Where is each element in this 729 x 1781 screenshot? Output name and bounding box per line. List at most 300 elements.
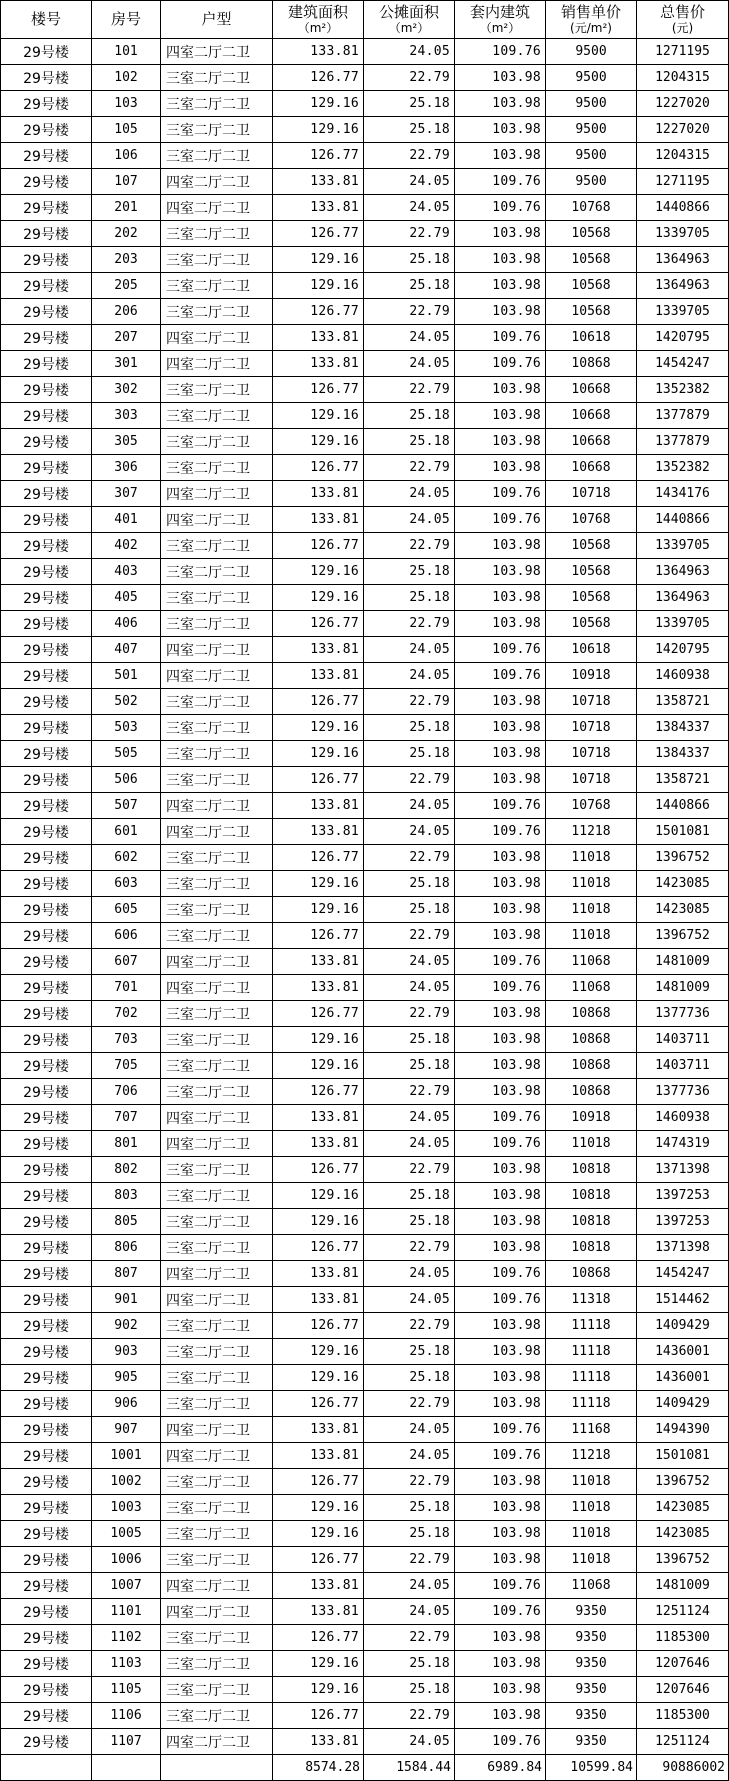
- total-price-cell: 1364963: [637, 559, 729, 585]
- room-number-cell: 101: [92, 39, 161, 65]
- room-number-cell: 606: [92, 923, 161, 949]
- inner-area-cell: 103.98: [455, 455, 546, 481]
- total-price-cell: 1514462: [637, 1287, 729, 1313]
- room-number-cell: 1107: [92, 1729, 161, 1755]
- total-price-cell: 1251124: [637, 1599, 729, 1625]
- building-area-cell: 133.81: [273, 1287, 364, 1313]
- inner-area-cell: 103.98: [455, 1079, 546, 1105]
- unit-price-cell: 10868: [546, 351, 637, 377]
- unit-price-cell: 11018: [546, 1547, 637, 1573]
- building-cell: 29号楼: [1, 1417, 92, 1443]
- building-area-cell: 126.77: [273, 221, 364, 247]
- inner-area-cell: 109.76: [455, 351, 546, 377]
- shared-area-cell: 22.79: [364, 845, 455, 871]
- layout-cell: 四室二厅二卫: [161, 195, 273, 221]
- unit-price-cell: 10818: [546, 1235, 637, 1261]
- shared-area-cell: 25.18: [364, 1677, 455, 1703]
- table-row: [1, 1261, 729, 1287]
- layout-cell: 三室二厅二卫: [161, 871, 273, 897]
- building-cell: 29号楼: [1, 1001, 92, 1027]
- building-area-cell: 129.16: [273, 741, 364, 767]
- inner-area-cell: 103.98: [455, 1053, 546, 1079]
- building-area-cell: 129.16: [273, 91, 364, 117]
- building-area-cell: 126.77: [273, 1235, 364, 1261]
- total-price-cell: 1460938: [637, 663, 729, 689]
- total-price-cell: 1501081: [637, 819, 729, 845]
- layout-cell: 三室二厅二卫: [161, 1339, 273, 1365]
- room-number-cell: 107: [92, 169, 161, 195]
- shared-area-cell: 22.79: [364, 377, 455, 403]
- room-number-cell: 203: [92, 247, 161, 273]
- building-area-cell: 126.77: [273, 377, 364, 403]
- totals-empty-cell: [92, 1755, 161, 1781]
- table-row: [1, 1235, 729, 1261]
- unit-price-cell: 11068: [546, 949, 637, 975]
- building-cell: 29号楼: [1, 325, 92, 351]
- shared-area-cell: 22.79: [364, 1235, 455, 1261]
- table-row: [1, 663, 729, 689]
- layout-cell: 三室二厅二卫: [161, 1365, 273, 1391]
- layout-cell: 三室二厅二卫: [161, 1027, 273, 1053]
- layout-cell: 三室二厅二卫: [161, 1001, 273, 1027]
- inner-area-cell: 109.76: [455, 1599, 546, 1625]
- layout-cell: 四室二厅二卫: [161, 1729, 273, 1755]
- total-price-cell: 1474319: [637, 1131, 729, 1157]
- room-number-cell: 207: [92, 325, 161, 351]
- layout-cell: 三室二厅二卫: [161, 1469, 273, 1495]
- unit-price-cell: 11318: [546, 1287, 637, 1313]
- building-cell: 29号楼: [1, 1235, 92, 1261]
- shared-area-cell: 24.05: [364, 1443, 455, 1469]
- shared-area-cell: 25.18: [364, 91, 455, 117]
- inner-area-cell: 103.98: [455, 429, 546, 455]
- room-number-cell: 1105: [92, 1677, 161, 1703]
- inner-area-cell: 103.98: [455, 767, 546, 793]
- total-price-cell: 1377736: [637, 1079, 729, 1105]
- building-area-cell: 126.77: [273, 143, 364, 169]
- unit-price-cell: 10718: [546, 741, 637, 767]
- shared-area-cell: 25.18: [364, 1495, 455, 1521]
- shared-area-cell: 22.79: [364, 1313, 455, 1339]
- unit-price-cell: 11018: [546, 1469, 637, 1495]
- building-area-cell: 129.16: [273, 1339, 364, 1365]
- building-cell: 29号楼: [1, 39, 92, 65]
- table-row: [1, 975, 729, 1001]
- unit-price-cell: 10818: [546, 1157, 637, 1183]
- layout-cell: 三室二厅二卫: [161, 117, 273, 143]
- total-price-cell: 1339705: [637, 533, 729, 559]
- inner-area-cell: 103.98: [455, 65, 546, 91]
- inner-area-cell: 109.76: [455, 819, 546, 845]
- building-cell: 29号楼: [1, 1131, 92, 1157]
- room-number-cell: 605: [92, 897, 161, 923]
- header-building-area: 建筑面积 （m²）: [273, 1, 364, 39]
- shared-area-cell: 25.18: [364, 1339, 455, 1365]
- total-price-cell: 1481009: [637, 949, 729, 975]
- total-price-cell: 1352382: [637, 455, 729, 481]
- shared-area-cell: 24.05: [364, 819, 455, 845]
- layout-cell: 三室二厅二卫: [161, 1235, 273, 1261]
- inner-area-cell: 103.98: [455, 403, 546, 429]
- unit-price-cell: 10918: [546, 663, 637, 689]
- layout-cell: 四室二厅二卫: [161, 1105, 273, 1131]
- layout-cell: 三室二厅二卫: [161, 715, 273, 741]
- layout-cell: 三室二厅二卫: [161, 741, 273, 767]
- total-price-cell: 1339705: [637, 299, 729, 325]
- building-cell: 29号楼: [1, 533, 92, 559]
- room-number-cell: 1102: [92, 1625, 161, 1651]
- room-number-cell: 501: [92, 663, 161, 689]
- shared-area-cell: 22.79: [364, 1469, 455, 1495]
- total-price-cell: 1440866: [637, 507, 729, 533]
- totals-empty-cell: [161, 1755, 273, 1781]
- building-cell: 29号楼: [1, 429, 92, 455]
- unit-price-cell: 11068: [546, 1573, 637, 1599]
- room-number-cell: 607: [92, 949, 161, 975]
- header-inner-area: 套内建筑 （m²）: [455, 1, 546, 39]
- inner-area-cell: 103.98: [455, 741, 546, 767]
- building-area-cell: 129.16: [273, 1651, 364, 1677]
- layout-cell: 三室二厅二卫: [161, 1053, 273, 1079]
- inner-area-cell: 103.98: [455, 377, 546, 403]
- unit-price-cell: 10568: [546, 559, 637, 585]
- inner-area-cell: 109.76: [455, 1573, 546, 1599]
- table-row: [1, 949, 729, 975]
- building-area-cell: 126.77: [273, 1391, 364, 1417]
- inner-area-cell: 103.98: [455, 559, 546, 585]
- total-price-cell: 1271195: [637, 169, 729, 195]
- inner-area-cell: 103.98: [455, 1001, 546, 1027]
- shared-area-cell: 24.05: [364, 1573, 455, 1599]
- building-cell: 29号楼: [1, 1079, 92, 1105]
- room-number-cell: 307: [92, 481, 161, 507]
- building-cell: 29号楼: [1, 1625, 92, 1651]
- table-row: [1, 299, 729, 325]
- table-row: [1, 1157, 729, 1183]
- inner-area-cell: 103.98: [455, 533, 546, 559]
- building-cell: 29号楼: [1, 1443, 92, 1469]
- layout-cell: 四室二厅二卫: [161, 793, 273, 819]
- building-area-cell: 126.77: [273, 533, 364, 559]
- inner-area-cell: 103.98: [455, 1183, 546, 1209]
- building-area-cell: 129.16: [273, 559, 364, 585]
- room-number-cell: 807: [92, 1261, 161, 1287]
- building-area-cell: 129.16: [273, 1365, 364, 1391]
- room-number-cell: 403: [92, 559, 161, 585]
- shared-area-cell: 22.79: [364, 1703, 455, 1729]
- layout-cell: 三室二厅二卫: [161, 1625, 273, 1651]
- inner-area-cell: 109.76: [455, 1105, 546, 1131]
- inner-area-cell: 109.76: [455, 975, 546, 1001]
- total-price-cell: 1377736: [637, 1001, 729, 1027]
- unit-price-cell: 10718: [546, 481, 637, 507]
- building-area-cell: 126.77: [273, 1625, 364, 1651]
- room-number-cell: 1101: [92, 1599, 161, 1625]
- table-row: [1, 1677, 729, 1703]
- unit-price-cell: 11018: [546, 923, 637, 949]
- table-row: [1, 559, 729, 585]
- room-number-cell: 407: [92, 637, 161, 663]
- inner-area-cell: 103.98: [455, 221, 546, 247]
- room-number-cell: 903: [92, 1339, 161, 1365]
- building-area-cell: 129.16: [273, 403, 364, 429]
- room-number-cell: 507: [92, 793, 161, 819]
- building-cell: 29号楼: [1, 1287, 92, 1313]
- building-cell: 29号楼: [1, 819, 92, 845]
- building-area-cell: 129.16: [273, 1677, 364, 1703]
- table-row: [1, 169, 729, 195]
- table-row: [1, 1599, 729, 1625]
- inner-area-cell: 109.76: [455, 663, 546, 689]
- shared-area-cell: 24.05: [364, 663, 455, 689]
- inner-area-cell: 103.98: [455, 1677, 546, 1703]
- table-row: [1, 117, 729, 143]
- layout-cell: 三室二厅二卫: [161, 1677, 273, 1703]
- unit-price-cell: 10718: [546, 715, 637, 741]
- shared-area-cell: 22.79: [364, 299, 455, 325]
- building-area-cell: 129.16: [273, 273, 364, 299]
- total-price-cell: 1384337: [637, 715, 729, 741]
- table-row: [1, 897, 729, 923]
- total-price-cell: 1423085: [637, 1495, 729, 1521]
- room-number-cell: 906: [92, 1391, 161, 1417]
- shared-area-cell: 22.79: [364, 1079, 455, 1105]
- building-cell: 29号楼: [1, 65, 92, 91]
- building-area-cell: 133.81: [273, 325, 364, 351]
- room-number-cell: 702: [92, 1001, 161, 1027]
- header-shared-area: 公摊面积 （m²）: [364, 1, 455, 39]
- room-number-cell: 103: [92, 91, 161, 117]
- table-row: [1, 1079, 729, 1105]
- shared-area-cell: 22.79: [364, 689, 455, 715]
- total-price-cell: 1364963: [637, 247, 729, 273]
- table-row: [1, 1339, 729, 1365]
- room-number-cell: 1007: [92, 1573, 161, 1599]
- layout-cell: 三室二厅二卫: [161, 1651, 273, 1677]
- total-price-cell: 1396752: [637, 923, 729, 949]
- layout-cell: 三室二厅二卫: [161, 1495, 273, 1521]
- table-row: [1, 1287, 729, 1313]
- room-number-cell: 703: [92, 1027, 161, 1053]
- building-cell: 29号楼: [1, 169, 92, 195]
- building-area-cell: 133.81: [273, 793, 364, 819]
- total-price-cell: 1339705: [637, 221, 729, 247]
- building-cell: 29号楼: [1, 1521, 92, 1547]
- inner-area-cell: 109.76: [455, 169, 546, 195]
- building-cell: 29号楼: [1, 1183, 92, 1209]
- inner-area-cell: 103.98: [455, 1625, 546, 1651]
- shared-area-cell: 22.79: [364, 611, 455, 637]
- inner-area-cell: 103.98: [455, 1157, 546, 1183]
- unit-price-cell: 11218: [546, 1443, 637, 1469]
- unit-price-cell: 11018: [546, 871, 637, 897]
- inner-area-cell: 103.98: [455, 1521, 546, 1547]
- shared-area-cell: 25.18: [364, 117, 455, 143]
- building-cell: 29号楼: [1, 377, 92, 403]
- building-cell: 29号楼: [1, 1651, 92, 1677]
- building-area-cell: 126.77: [273, 1469, 364, 1495]
- table-row: [1, 351, 729, 377]
- unit-price-cell: 10568: [546, 533, 637, 559]
- layout-cell: 三室二厅二卫: [161, 299, 273, 325]
- room-number-cell: 801: [92, 1131, 161, 1157]
- building-area-cell: 126.77: [273, 1157, 364, 1183]
- layout-cell: 三室二厅二卫: [161, 429, 273, 455]
- total-price-cell: 1403711: [637, 1027, 729, 1053]
- building-area-cell: 126.77: [273, 923, 364, 949]
- building-area-cell: 129.16: [273, 897, 364, 923]
- layout-cell: 三室二厅二卫: [161, 1209, 273, 1235]
- total-price-cell: 1371398: [637, 1157, 729, 1183]
- building-area-cell: 126.77: [273, 1313, 364, 1339]
- layout-cell: 三室二厅二卫: [161, 1391, 273, 1417]
- shared-area-cell: 22.79: [364, 1391, 455, 1417]
- layout-cell: 三室二厅二卫: [161, 403, 273, 429]
- inner-area-cell: 103.98: [455, 845, 546, 871]
- table-row: [1, 741, 729, 767]
- building-area-cell: 133.81: [273, 1105, 364, 1131]
- room-number-cell: 1001: [92, 1443, 161, 1469]
- building-cell: 29号楼: [1, 975, 92, 1001]
- shared-area-cell: 25.18: [364, 871, 455, 897]
- unit-price-cell: 10668: [546, 455, 637, 481]
- room-number-cell: 306: [92, 455, 161, 481]
- inner-area-cell: 103.98: [455, 871, 546, 897]
- building-area-cell: 126.77: [273, 689, 364, 715]
- shared-area-cell: 25.18: [364, 585, 455, 611]
- inner-area-cell: 103.98: [455, 689, 546, 715]
- unit-price-cell: 10718: [546, 689, 637, 715]
- total-price-cell: 1377879: [637, 429, 729, 455]
- shared-area-cell: 25.18: [364, 403, 455, 429]
- layout-cell: 三室二厅二卫: [161, 689, 273, 715]
- room-number-cell: 603: [92, 871, 161, 897]
- unit-price-cell: 11118: [546, 1365, 637, 1391]
- building-area-cell: 129.16: [273, 429, 364, 455]
- unit-price-cell: 10568: [546, 611, 637, 637]
- building-cell: 29号楼: [1, 481, 92, 507]
- table-row: [1, 793, 729, 819]
- shared-area-cell: 25.18: [364, 429, 455, 455]
- room-number-cell: 707: [92, 1105, 161, 1131]
- layout-cell: 三室二厅二卫: [161, 767, 273, 793]
- building-cell: 29号楼: [1, 1547, 92, 1573]
- total-price-cell: 1377879: [637, 403, 729, 429]
- total-price-cell: 1204315: [637, 65, 729, 91]
- total-price-cell: 1207646: [637, 1677, 729, 1703]
- layout-cell: 三室二厅二卫: [161, 1313, 273, 1339]
- inner-area-cell: 103.98: [455, 117, 546, 143]
- total-price-cell: 1440866: [637, 195, 729, 221]
- building-area-cell: 129.16: [273, 1495, 364, 1521]
- unit-price-cell: 10868: [546, 1079, 637, 1105]
- room-number-cell: 506: [92, 767, 161, 793]
- inner-area-cell: 109.76: [455, 39, 546, 65]
- unit-price-cell: 11068: [546, 975, 637, 1001]
- totals-row: [1, 1755, 729, 1781]
- table-row: [1, 1391, 729, 1417]
- unit-price-cell: 11118: [546, 1339, 637, 1365]
- layout-cell: 三室二厅二卫: [161, 247, 273, 273]
- shared-area-cell: 24.05: [364, 949, 455, 975]
- header-unit-price: 销售单价 (元/m²): [546, 1, 637, 39]
- table-body: [1, 39, 729, 1755]
- table-header: [1, 1, 729, 39]
- building-area-cell: 126.77: [273, 455, 364, 481]
- building-cell: 29号楼: [1, 1599, 92, 1625]
- layout-cell: 三室二厅二卫: [161, 1703, 273, 1729]
- inner-area-cell: 103.98: [455, 247, 546, 273]
- shared-area-cell: 25.18: [364, 247, 455, 273]
- room-number-cell: 406: [92, 611, 161, 637]
- total-price-cell: 1358721: [637, 767, 729, 793]
- layout-cell: 四室二厅二卫: [161, 1443, 273, 1469]
- shared-area-cell: 24.05: [364, 1287, 455, 1313]
- unit-price-cell: 10918: [546, 1105, 637, 1131]
- building-cell: 29号楼: [1, 143, 92, 169]
- layout-cell: 四室二厅二卫: [161, 975, 273, 1001]
- shared-area-cell: 24.05: [364, 1105, 455, 1131]
- table-row: [1, 845, 729, 871]
- room-number-cell: 105: [92, 117, 161, 143]
- building-area-cell: 133.81: [273, 949, 364, 975]
- table-row: [1, 871, 729, 897]
- shared-area-cell: 22.79: [364, 455, 455, 481]
- total-price-cell: 1423085: [637, 1521, 729, 1547]
- room-number-cell: 1106: [92, 1703, 161, 1729]
- table-row: [1, 1651, 729, 1677]
- total-price-cell: 1185300: [637, 1625, 729, 1651]
- layout-cell: 四室二厅二卫: [161, 819, 273, 845]
- table-row: [1, 1027, 729, 1053]
- room-number-cell: 907: [92, 1417, 161, 1443]
- unit-price-cell: 9350: [546, 1625, 637, 1651]
- unit-price-cell: 10568: [546, 299, 637, 325]
- unit-price-cell: 10868: [546, 1261, 637, 1287]
- table-row: [1, 819, 729, 845]
- total-price-cell: 1396752: [637, 1469, 729, 1495]
- inner-area-cell: 103.98: [455, 611, 546, 637]
- room-number-cell: 201: [92, 195, 161, 221]
- shared-area-cell: 24.05: [364, 975, 455, 1001]
- total-price-cell: 1364963: [637, 273, 729, 299]
- building-cell: 29号楼: [1, 1157, 92, 1183]
- total-price-cell: 1423085: [637, 897, 729, 923]
- building-cell: 29号楼: [1, 1027, 92, 1053]
- table-row: [1, 481, 729, 507]
- table-row: [1, 533, 729, 559]
- total-price-cell: 1403711: [637, 1053, 729, 1079]
- layout-cell: 四室二厅二卫: [161, 1131, 273, 1157]
- table-row: [1, 247, 729, 273]
- shared-area-cell: 25.18: [364, 1183, 455, 1209]
- building-cell: 29号楼: [1, 845, 92, 871]
- unit-price-cell: 10768: [546, 507, 637, 533]
- room-number-cell: 1005: [92, 1521, 161, 1547]
- shared-area-cell: 25.18: [364, 741, 455, 767]
- building-area-cell: 133.81: [273, 169, 364, 195]
- building-cell: 29号楼: [1, 715, 92, 741]
- table-row: [1, 1547, 729, 1573]
- unit-price-cell: 11118: [546, 1313, 637, 1339]
- room-number-cell: 502: [92, 689, 161, 715]
- header-room: 房号: [92, 1, 161, 39]
- total-price-cell: 1204315: [637, 143, 729, 169]
- room-number-cell: 902: [92, 1313, 161, 1339]
- room-number-cell: 302: [92, 377, 161, 403]
- building-cell: 29号楼: [1, 1261, 92, 1287]
- shared-area-cell: 22.79: [364, 923, 455, 949]
